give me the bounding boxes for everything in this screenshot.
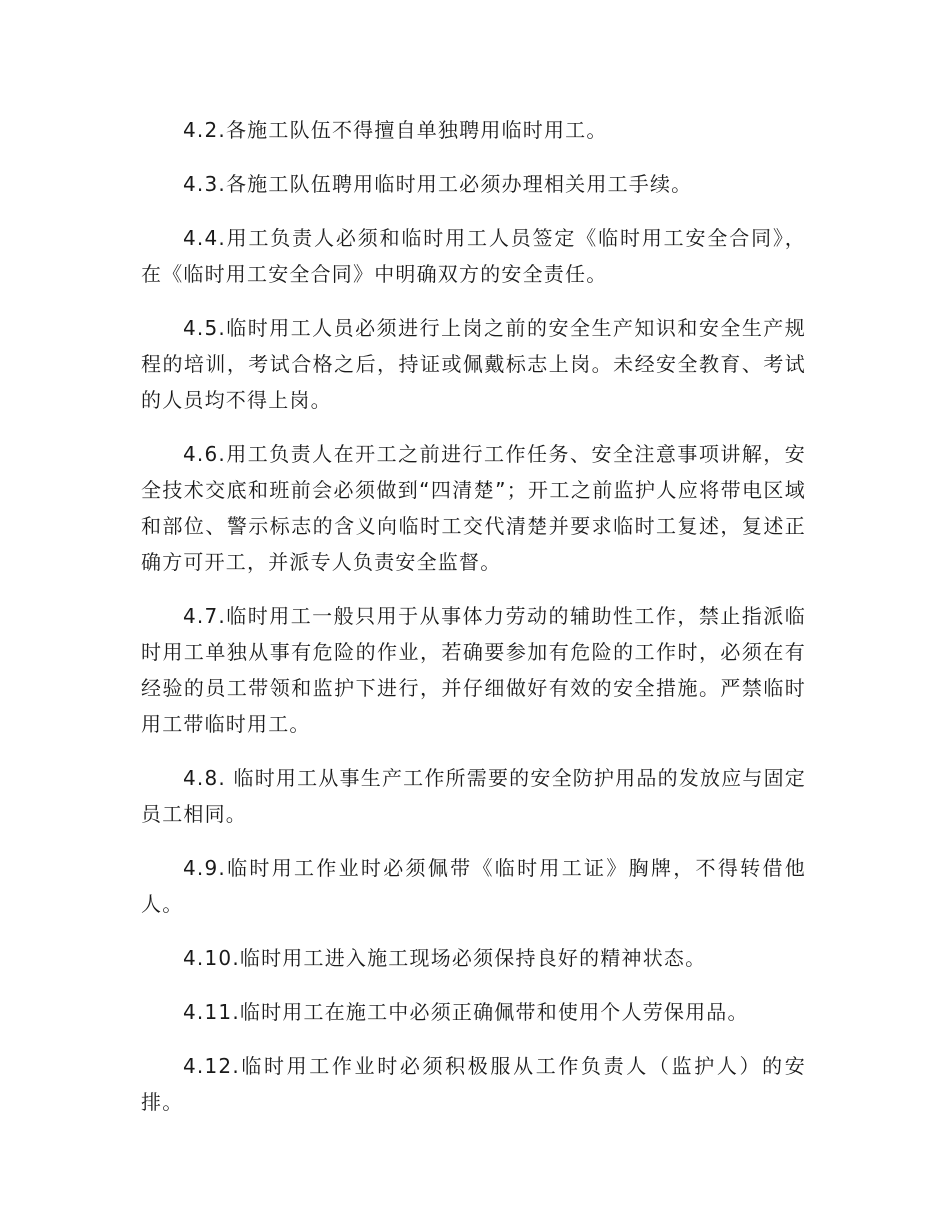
paragraph-4-6: 4.6.用工负责人在开工之前进行工作任务、安全注意事项讲解，安全技术交底和班前会必须做到“四清楚”；开工之前监护人应将带电区域和部位、警示标志的含义向临时工交代清楚并要求临时工复述，复述正确方可开工，并派专人负责安全监督。	[141, 442, 806, 574]
paragraph-4-9: 4.9.临时用工作业时必须佩带《临时用工证》胸牌，不得转借他人。	[141, 856, 806, 916]
paragraph-4-12: 4.12.临时用工作业时必须积极服从工作负责人（监护人）的安排。	[141, 1054, 806, 1114]
document-body	[141, 112, 806, 1138]
paragraph-4-5: 4.5.临时用工人员必须进行上岗之前的安全生产知识和安全生产规程的培训，考试合格之后，持证或佩戴标志上岗。未经安全教育、考试的人员均不得上岗。	[141, 316, 806, 412]
paragraph-4-8: 4.8. 临时用工从事生产工作所需要的安全防护用品的发放应与固定员工相同。	[141, 766, 806, 826]
paragraph-4-7: 4.7.临时用工一般只用于从事体力劳动的辅助性工作，禁止指派临时用工单独从事有危险的作业，若确要参加有危险的工作时，必须在有经验的员工带领和监护下进行，并仔细做好有效的安全措施。严禁临时用工带临时用工。	[141, 604, 806, 736]
paragraph-4-2: 4.2.各施工队伍不得擅自单独聘用临时用工。	[183, 118, 608, 142]
paragraph-4-4: 4.4.用工负责人必须和临时用工人员签定《临时用工安全合同》，在《临时用工安全合同》中明确双方的安全责任。	[141, 226, 806, 286]
paragraph-4-10: 4.10.临时用工进入施工现场必须保持良好的精神状态。	[183, 946, 707, 970]
paragraph-4-3: 4.3.各施工队伍聘用临时用工必须办理相关用工手续。	[183, 172, 693, 196]
paragraph-4-11: 4.11.临时用工在施工中必须正确佩带和使用个人劳保用品。	[183, 1000, 749, 1024]
